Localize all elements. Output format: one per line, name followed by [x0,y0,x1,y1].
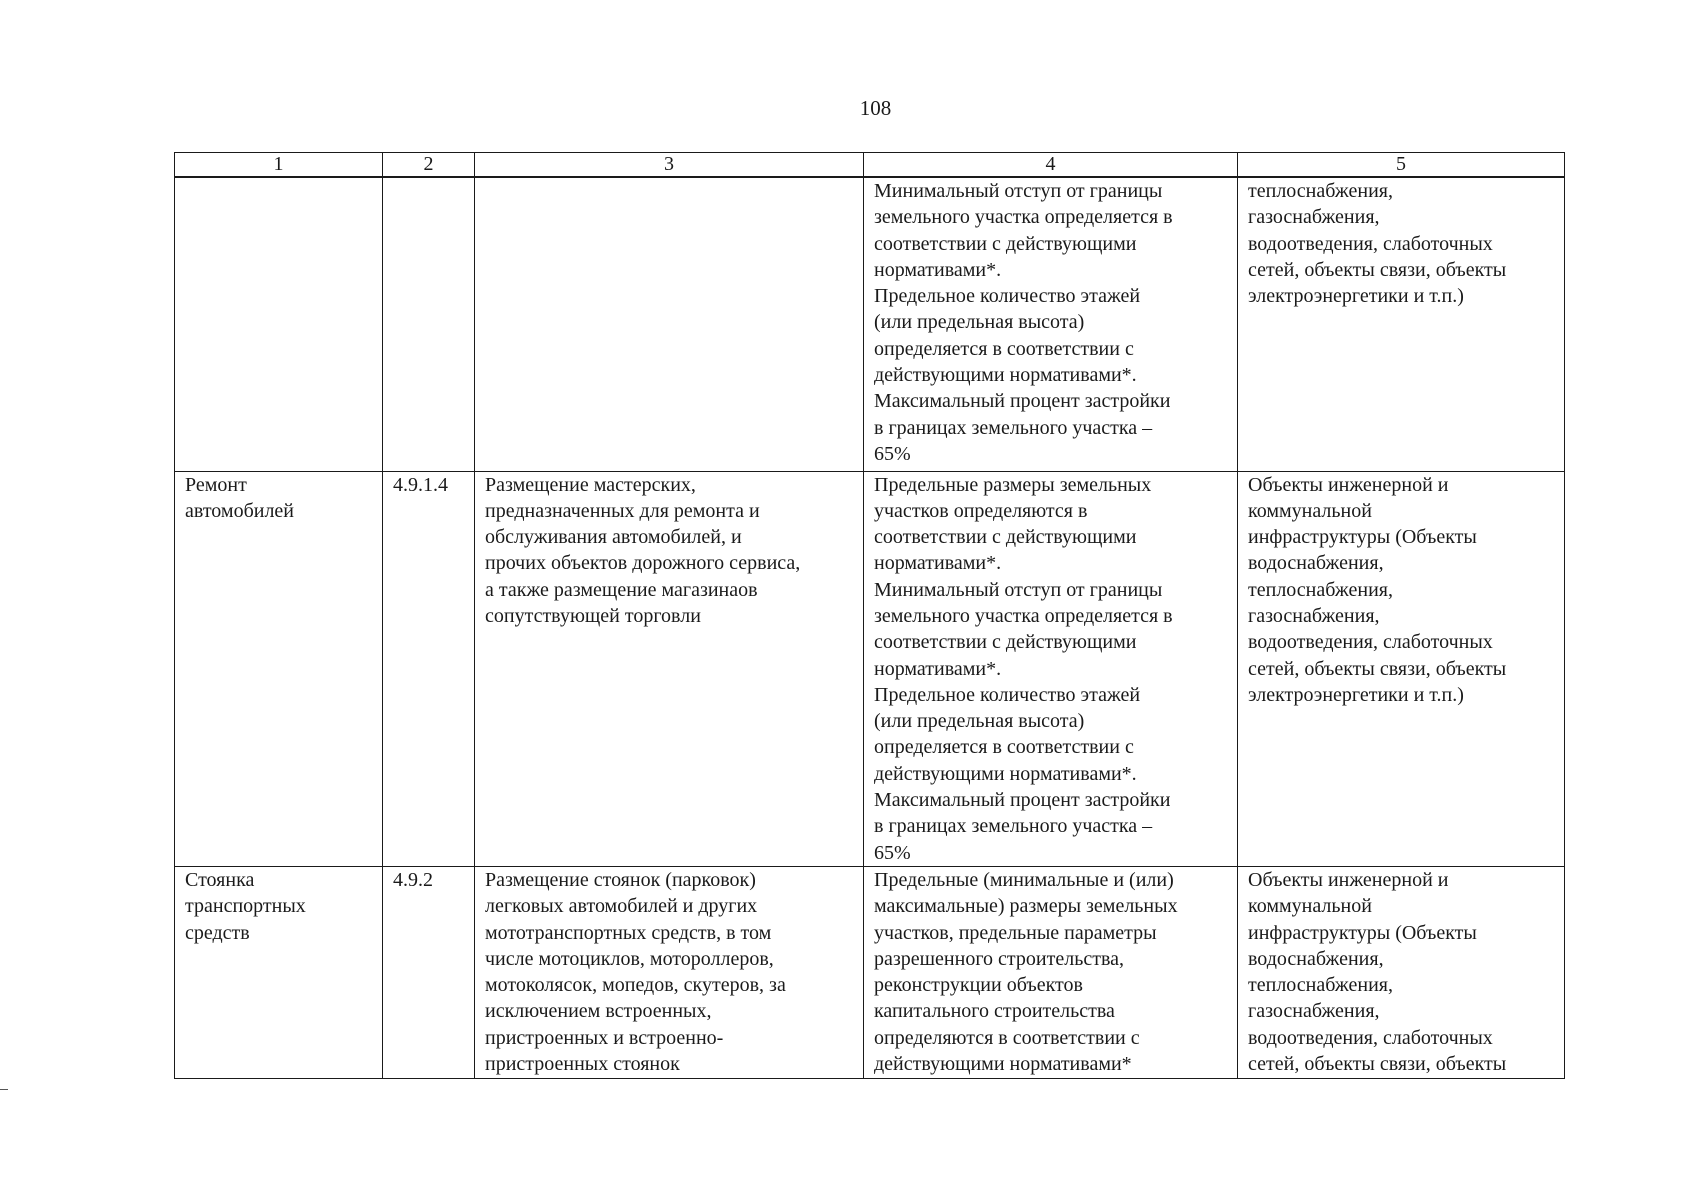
header-cell-1: 1 [175,153,383,178]
header-cell-5: 5 [1238,153,1565,178]
parameters-cell: Предельные размеры земельных участков определяются в соответствии с действующими нормативами*. Минимальный отступ от границы земельного участка определяется в соответствии с действующими нормативами*. Предельное количество этажей (или предельная высота) определяется в соответствии с действующими нормативами*. Максимальный процент застройки в границах земельного участка – 65% [864,471,1238,866]
table-header-row [175,153,1565,178]
zoning-table [174,152,1565,1079]
use-description-cell [475,177,864,471]
use-name-cell: Ремонт автомобилей [175,471,383,866]
use-name-cell: Стоянка транспортных средств [175,866,383,1078]
margin-mark [0,1089,8,1090]
parameters-cell: Минимальный отступ от границы земельного участка определяется в соответствии с действующими нормативами*. Предельное количество этажей (или предельная высота) определяется в соответствии с действующими нормативами*. Максимальный процент застройки в границах земельного участка – 65% [864,177,1238,471]
table-row [175,177,1565,471]
page-number: 108 [859,96,892,120]
use-description-cell: Размещение стоянок (парковок) легковых автомобилей и других мототранспортных средств, в том числе мотоциклов, мотороллеров, мотоколясок, мопедов, скутеров, за исключением встроенных, пристроенных и встроенно- пристроенных стоянок [475,866,864,1078]
objects-cell: Объекты инженерной и коммунальной инфраструктуры (Объекты водоснабжения, теплоснабжения, газоснабжения, водоотведения, слаботочных сетей, объекты связи, объекты [1238,866,1565,1078]
use-code-cell: 4.9.2 [383,866,475,1078]
objects-cell: теплоснабжения, газоснабжения, водоотведения, слаботочных сетей, объекты связи, объекты электроэнергетики и т.п.) [1238,177,1565,471]
header-cell-4: 4 [864,153,1238,178]
header-cell-2: 2 [383,153,475,178]
table-row [175,866,1565,1078]
use-code-cell [383,177,475,471]
use-name-cell [175,177,383,471]
use-description-cell: Размещение мастерских, предназначенных для ремонта и обслуживания автомобилей, и прочих объектов дорожного сервиса, а также размещение магазинаов сопутствующей торговли [475,471,864,866]
objects-cell: Объекты инженерной и коммунальной инфраструктуры (Объекты водоснабжения, теплоснабжения, газоснабжения, водоотведения, слаботочных сетей, объекты связи, объекты электроэнергетики и т.п.) [1238,471,1565,866]
parameters-cell: Предельные (минимальные и (или) максимальные) размеры земельных участков, предельные параметры разрешенного строительства, реконструкции объектов капитального строительства определяются в соответствии с действующими нормативами* [864,866,1238,1078]
table-row [175,471,1565,866]
header-cell-3: 3 [475,153,864,178]
use-code-cell: 4.9.1.4 [383,471,475,866]
